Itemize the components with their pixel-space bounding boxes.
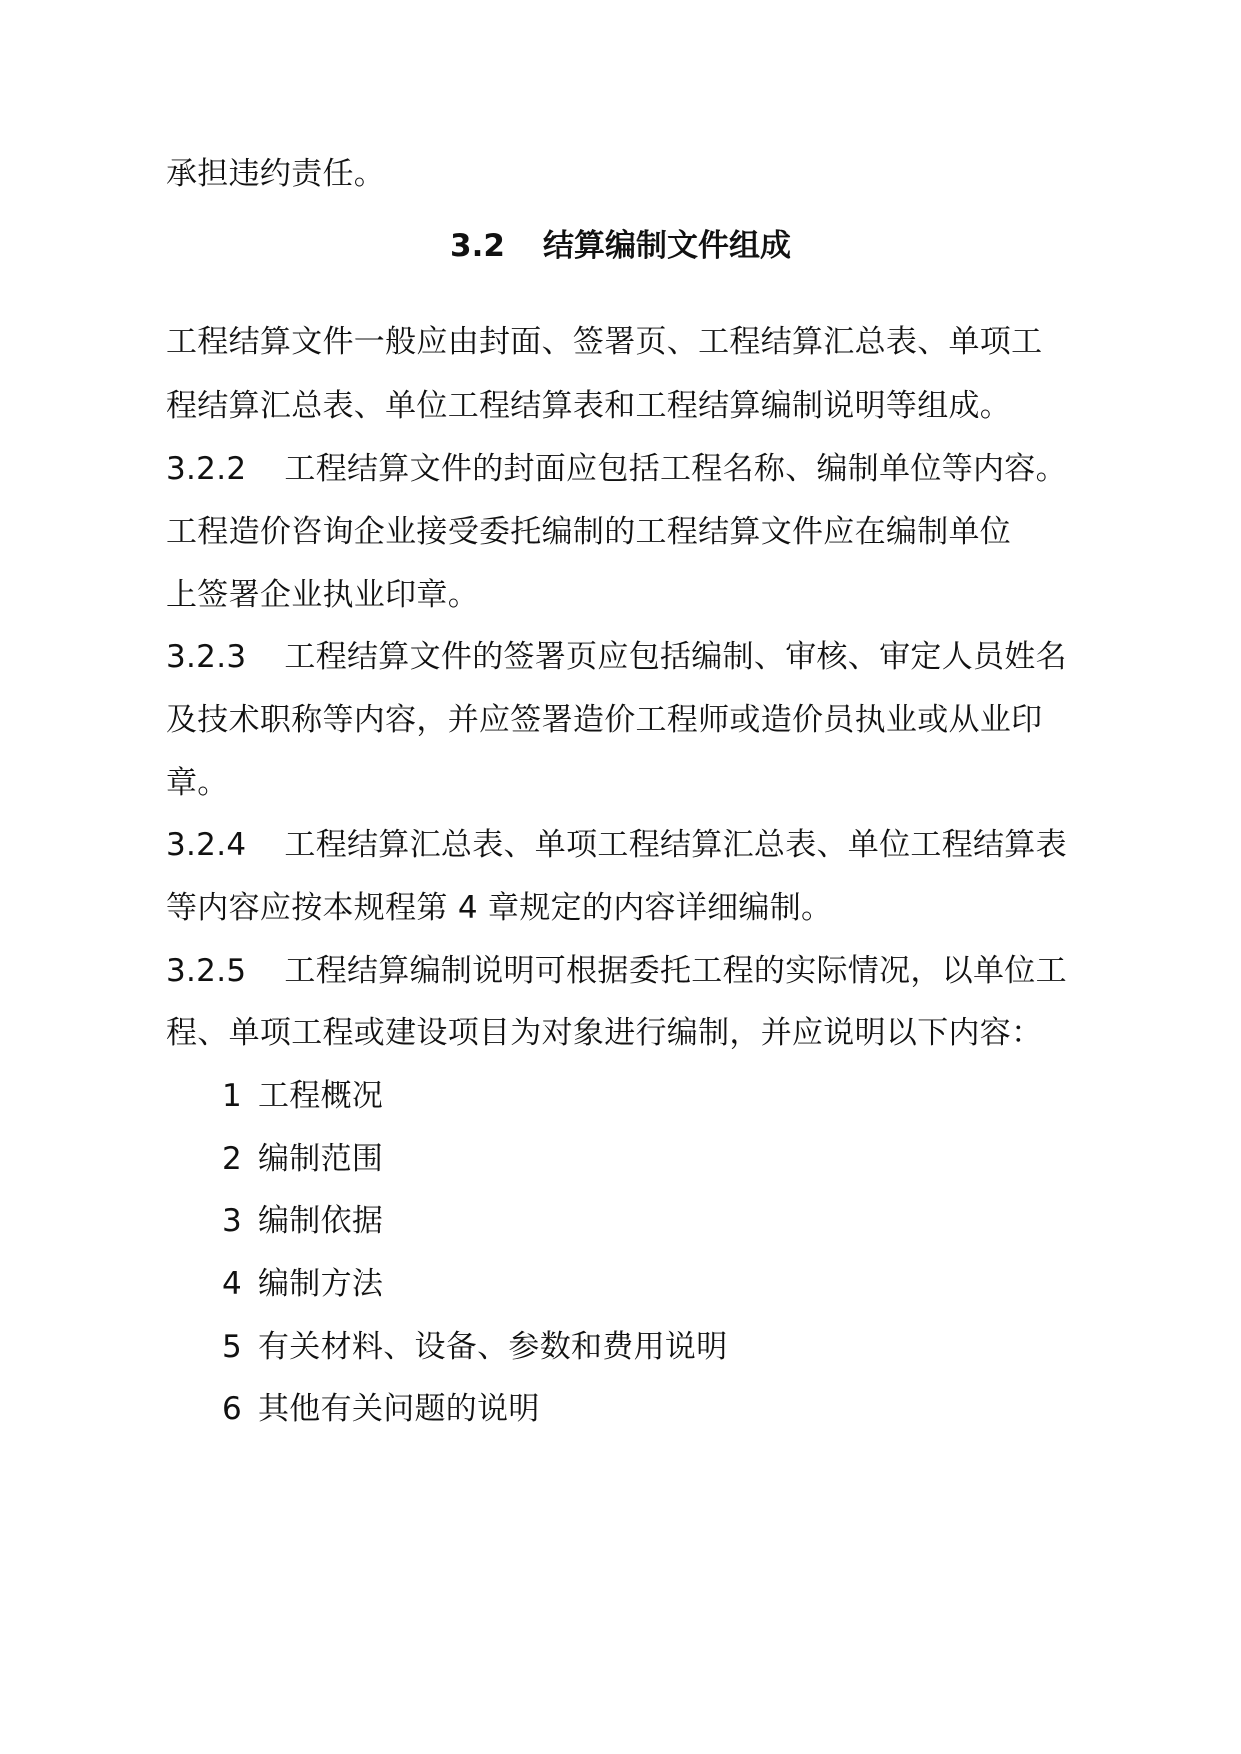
clause-text: 工程结算文件的封面应包括工程名称、编制单位等内容。 — [284, 451, 1067, 487]
continuation-text: 承担违约责任。 — [166, 156, 386, 192]
clause-3-2-3-line-2: 及技术职称等内容，并应签署造价工程师或造价员执业或从业印 — [166, 702, 1043, 738]
para-3-2-1-line-1: 工程结算文件一般应由封面、签署页、工程结算汇总表、单项工 — [166, 324, 1043, 360]
clause-number: 3.2.3 — [166, 639, 247, 675]
clause-3-2-3-line-1 — [166, 637, 1067, 677]
clause-number: 3.2.5 — [166, 953, 247, 989]
list-item-number: 4 — [222, 1266, 243, 1302]
clause-3-2-4-line-2: 等内容应按本规程第 4 章规定的内容详细编制。 — [166, 890, 833, 926]
clause-3-2-5-line-1 — [166, 951, 1067, 991]
clause-number: 3.2.2 — [166, 451, 247, 487]
clause-3-2-2-line-2: 工程造价咨询企业接受委托编制的工程结算文件应在编制单位 — [166, 514, 1012, 550]
list-item-number: 2 — [222, 1141, 243, 1177]
list-item-text: 编制方法 — [258, 1266, 384, 1302]
list-item — [222, 1139, 383, 1179]
list-item — [222, 1201, 383, 1241]
clause-number: 3.2.4 — [166, 827, 247, 863]
list-item-number: 3 — [222, 1203, 243, 1239]
list-item — [222, 1264, 383, 1304]
section-heading — [0, 226, 1241, 266]
clause-3-2-2-line-3: 上签署企业执业印章。 — [166, 577, 479, 613]
clause-3-2-3-line-3: 章。 — [166, 765, 229, 801]
list-item-number: 1 — [222, 1078, 243, 1114]
clause-text: 工程结算汇总表、单项工程结算汇总表、单位工程结算表 — [284, 827, 1067, 863]
section-title: 结算编制文件组成 — [542, 228, 791, 264]
clause-text: 工程结算文件的签署页应包括编制、审核、审定人员姓名 — [284, 639, 1067, 675]
para-3-2-1-line-2: 程结算汇总表、单位工程结算表和工程结算编制说明等组成。 — [166, 388, 1012, 424]
list-item-number: 5 — [222, 1329, 243, 1365]
clause-3-2-4-line-1 — [166, 825, 1067, 865]
list-item-text: 其他有关问题的说明 — [258, 1391, 540, 1427]
list-item-text: 编制范围 — [258, 1141, 384, 1177]
list-item — [222, 1389, 540, 1429]
list-item-text: 工程概况 — [258, 1078, 384, 1114]
section-number: 3.2 — [450, 228, 505, 264]
clause-text: 工程结算编制说明可根据委托工程的实际情况，以单位工 — [284, 953, 1067, 989]
list-item-text: 有关材料、设备、参数和费用说明 — [258, 1329, 728, 1365]
clause-3-2-2-line-1 — [166, 449, 1067, 489]
list-item — [222, 1076, 383, 1116]
list-item-number: 6 — [222, 1391, 243, 1427]
clause-3-2-5-line-2: 程、单项工程或建设项目为对象进行编制，并应说明以下内容： — [166, 1015, 1043, 1051]
list-item-text: 编制依据 — [258, 1203, 384, 1239]
list-item — [222, 1327, 728, 1367]
